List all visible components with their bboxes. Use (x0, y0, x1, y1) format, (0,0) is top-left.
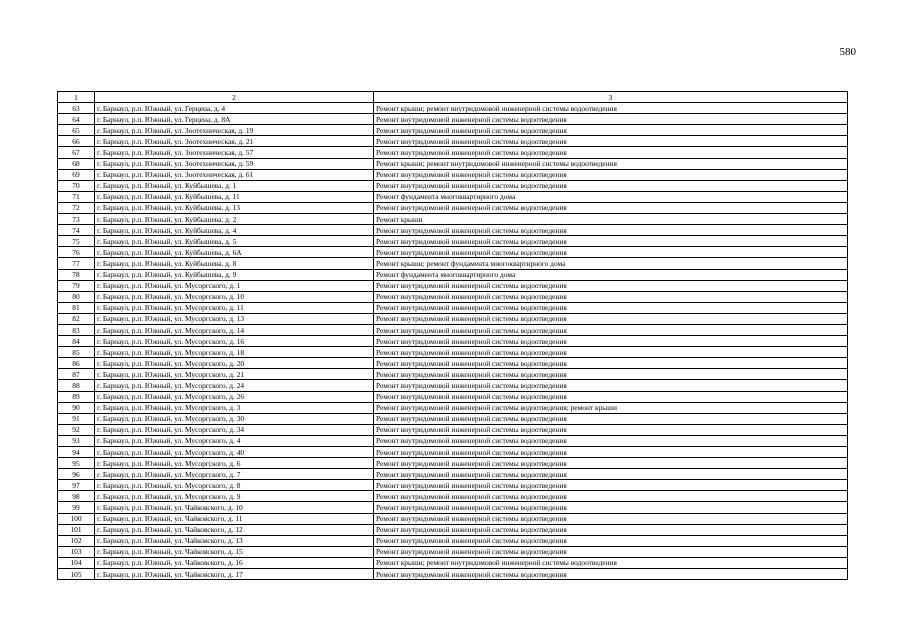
work-type-cell: Ремонт внутридомовой инженерной системы водоотведения (374, 225, 848, 236)
work-type-cell: Ремонт внутридомовой инженерной системы водоотведения (374, 502, 848, 513)
row-number-cell: 90 (58, 402, 95, 413)
table-row (58, 413, 848, 424)
table-row (58, 103, 848, 114)
address-cell: г. Барнаул, р.п. Южный, ул. Мусоргского, д. 10 (95, 291, 374, 302)
address-cell: г. Барнаул, р.п. Южный, ул. Чайковского, д. 17 (95, 569, 374, 580)
address-cell: г. Барнаул, р.п. Южный, ул. Зоотехническая, д. 57 (95, 147, 374, 158)
address-cell: г. Барнаул, р.п. Южный, ул. Куйбышева, д. 8 (95, 258, 374, 269)
table-row (58, 324, 848, 335)
row-number-cell: 92 (58, 424, 95, 435)
table-row (58, 391, 848, 402)
work-type-cell: Ремонт внутридомовой инженерной системы водоотведения (374, 413, 848, 424)
address-cell: г. Барнаул, р.п. Южный, ул. Мусоргского, д. 1 (95, 280, 374, 291)
column-header-address: 2 (95, 92, 374, 103)
table-row (58, 569, 848, 580)
row-number-cell: 99 (58, 502, 95, 513)
address-cell: г. Барнаул, р.п. Южный, ул. Куйбышева, д. 5 (95, 236, 374, 247)
address-cell: г. Барнаул, р.п. Южный, ул. Мусоргского, д. 24 (95, 380, 374, 391)
row-number-cell: 103 (58, 546, 95, 557)
work-type-cell: Ремонт внутридомовой инженерной системы водоотведения (374, 336, 848, 347)
table-row (58, 424, 848, 435)
address-cell: г. Барнаул, р.п. Южный, ул. Чайковского, д. 11 (95, 513, 374, 524)
table-row (58, 535, 848, 546)
table-row (58, 524, 848, 535)
table-row (58, 247, 848, 258)
table-row (58, 202, 848, 213)
work-type-cell: Ремонт внутридомовой инженерной системы водоотведения (374, 202, 848, 213)
row-number-cell: 78 (58, 269, 95, 280)
work-type-cell: Ремонт внутридомовой инженерной системы водоотведения (374, 236, 848, 247)
row-number-cell: 91 (58, 413, 95, 424)
work-type-cell: Ремонт внутридомовой инженерной системы водоотведения (374, 458, 848, 469)
work-type-cell: Ремонт внутридомовой инженерной системы водоотведения (374, 435, 848, 446)
row-number-cell: 70 (58, 180, 95, 191)
table-row (58, 369, 848, 380)
work-type-cell: Ремонт внутридомовой инженерной системы водоотведения (374, 491, 848, 502)
address-cell: г. Барнаул, р.п. Южный, ул. Мусоргского, д. 4 (95, 435, 374, 446)
address-cell: г. Барнаул, р.п. Южный, ул. Герцена, д. 8А (95, 114, 374, 125)
work-type-cell: Ремонт внутридомовой инженерной системы водоотведения (374, 391, 848, 402)
address-cell: г. Барнаул, р.п. Южный, ул. Мусоргского, д. 16 (95, 336, 374, 347)
address-cell: г. Барнаул, р.п. Южный, ул. Куйбышева, д. 1 (95, 180, 374, 191)
row-number-cell: 72 (58, 202, 95, 213)
address-cell: г. Барнаул, р.п. Южный, ул. Куйбышева, д. 13 (95, 202, 374, 213)
table-row (58, 169, 848, 180)
row-number-cell: 87 (58, 369, 95, 380)
table-row (58, 435, 848, 446)
row-number-cell: 76 (58, 247, 95, 258)
row-number-cell: 74 (58, 225, 95, 236)
table-row (58, 447, 848, 458)
address-cell: г. Барнаул, р.п. Южный, ул. Мусоргского, д. 3 (95, 402, 374, 413)
row-number-cell: 104 (58, 557, 95, 568)
row-number-cell: 68 (58, 158, 95, 169)
page-number: 580 (839, 46, 856, 58)
table-row (58, 158, 848, 169)
work-type-cell: Ремонт внутридомовой инженерной системы водоотведения (374, 247, 848, 258)
address-cell: г. Барнаул, р.п. Южный, ул. Зоотехническая, д. 19 (95, 125, 374, 136)
work-type-cell: Ремонт внутридомовой инженерной системы водоотведения (374, 546, 848, 557)
work-type-cell: Ремонт внутридомовой инженерной системы водоотведения (374, 469, 848, 480)
row-number-cell: 77 (58, 258, 95, 269)
row-number-cell: 84 (58, 336, 95, 347)
table-row (58, 147, 848, 158)
table-row (58, 269, 848, 280)
work-type-cell: Ремонт крыши (374, 214, 848, 225)
address-cell: г. Барнаул, р.п. Южный, ул. Мусоргского, д. 30 (95, 413, 374, 424)
row-number-cell: 82 (58, 313, 95, 324)
row-number-cell: 97 (58, 480, 95, 491)
row-number-cell: 86 (58, 358, 95, 369)
row-number-cell: 63 (58, 103, 95, 114)
work-type-cell: Ремонт внутридомовой инженерной системы водоотведения (374, 302, 848, 313)
table-row (58, 402, 848, 413)
address-cell: г. Барнаул, р.п. Южный, ул. Куйбышева, д. 2 (95, 214, 374, 225)
row-number-cell: 85 (58, 347, 95, 358)
table-row (58, 114, 848, 125)
table-row (58, 557, 848, 568)
row-number-cell: 88 (58, 380, 95, 391)
address-cell: г. Барнаул, р.п. Южный, ул. Мусоргского, д. 7 (95, 469, 374, 480)
row-number-cell: 105 (58, 569, 95, 580)
table-row (58, 480, 848, 491)
address-cell: г. Барнаул, р.п. Южный, ул. Чайковского, д. 12 (95, 524, 374, 535)
row-number-cell: 73 (58, 214, 95, 225)
address-cell: г. Барнаул, р.п. Южный, ул. Зоотехническая, д. 59 (95, 158, 374, 169)
row-number-cell: 66 (58, 136, 95, 147)
table-row (58, 491, 848, 502)
row-number-cell: 83 (58, 324, 95, 335)
work-type-cell: Ремонт фундамента многоквартирного дома (374, 191, 848, 202)
table-row (58, 469, 848, 480)
work-type-cell: Ремонт внутридомовой инженерной системы водоотведения (374, 180, 848, 191)
work-type-cell: Ремонт фундамента многоквартирного дома (374, 269, 848, 280)
work-type-cell: Ремонт внутридомовой инженерной системы водоотведения (374, 369, 848, 380)
work-type-cell: Ремонт внутридомовой инженерной системы водоотведения (374, 291, 848, 302)
work-type-cell: Ремонт крыши; ремонт внутридомовой инженерной системы водоотведения (374, 158, 848, 169)
column-header-work-type: 3 (374, 92, 848, 103)
address-cell: г. Барнаул, р.п. Южный, ул. Куйбышева, д. 6А (95, 247, 374, 258)
row-number-cell: 95 (58, 458, 95, 469)
address-cell: г. Барнаул, р.п. Южный, ул. Мусоргского, д. 11 (95, 302, 374, 313)
address-cell: г. Барнаул, р.п. Южный, ул. Мусоргского, д. 18 (95, 347, 374, 358)
column-header-number: 1 (58, 92, 95, 103)
table-row (58, 513, 848, 524)
work-type-cell: Ремонт внутридомовой инженерной системы водоотведения (374, 569, 848, 580)
address-cell: г. Барнаул, р.п. Южный, ул. Мусоргского, д. 20 (95, 358, 374, 369)
row-number-cell: 101 (58, 524, 95, 535)
table-row (58, 546, 848, 557)
work-type-cell: Ремонт внутридомовой инженерной системы водоотведения (374, 125, 848, 136)
table-row (58, 380, 848, 391)
work-type-cell: Ремонт внутридомовой инженерной системы водоотведения (374, 169, 848, 180)
table-row (58, 125, 848, 136)
table-row (58, 225, 848, 236)
table-row (58, 502, 848, 513)
row-number-cell: 102 (58, 535, 95, 546)
table-row (58, 291, 848, 302)
address-cell: г. Барнаул, р.п. Южный, ул. Мусоргского, д. 26 (95, 391, 374, 402)
work-type-cell: Ремонт внутридомовой инженерной системы водоотведения (374, 380, 848, 391)
table-row (58, 258, 848, 269)
address-cell: г. Барнаул, р.п. Южный, ул. Куйбышева, д. 9 (95, 269, 374, 280)
address-cell: г. Барнаул, р.п. Южный, ул. Мусоргского, д. 21 (95, 369, 374, 380)
work-type-cell: Ремонт внутридомовой инженерной системы водоотведения (374, 136, 848, 147)
row-number-cell: 98 (58, 491, 95, 502)
work-type-cell: Ремонт крыши; ремонт внутридомовой инженерной системы водоотведения (374, 103, 848, 114)
address-cell: г. Барнаул, р.п. Южный, ул. Мусоргского, д. 8 (95, 480, 374, 491)
table-row (58, 180, 848, 191)
table-row (58, 347, 848, 358)
row-number-cell: 65 (58, 125, 95, 136)
work-type-cell: Ремонт внутридомовой инженерной системы водоотведения (374, 513, 848, 524)
row-number-cell: 75 (58, 236, 95, 247)
address-cell: г. Барнаул, р.п. Южный, ул. Мусоргского, д. 34 (95, 424, 374, 435)
table-row (58, 302, 848, 313)
address-cell: г. Барнаул, р.п. Южный, ул. Чайковского, д. 16 (95, 557, 374, 568)
work-type-cell: Ремонт внутридомовой инженерной системы водоотведения (374, 313, 848, 324)
work-type-cell: Ремонт внутридомовой инженерной системы водоотведения (374, 114, 848, 125)
row-number-cell: 89 (58, 391, 95, 402)
work-type-cell: Ремонт внутридомовой инженерной системы водоотведения (374, 535, 848, 546)
address-cell: г. Барнаул, р.п. Южный, ул. Зоотехническая, д. 21 (95, 136, 374, 147)
row-number-cell: 69 (58, 169, 95, 180)
work-type-cell: Ремонт внутридомовой инженерной системы водоотведения (374, 424, 848, 435)
row-number-cell: 93 (58, 435, 95, 446)
address-cell: г. Барнаул, р.п. Южный, ул. Куйбышева, д. 4 (95, 225, 374, 236)
table-header-row (58, 92, 848, 103)
address-cell: г. Барнаул, р.п. Южный, ул. Мусоргского, д. 9 (95, 491, 374, 502)
address-cell: г. Барнаул, р.п. Южный, ул. Чайковского, д. 15 (95, 546, 374, 557)
table-row (58, 336, 848, 347)
table-row (58, 136, 848, 147)
row-number-cell: 80 (58, 291, 95, 302)
row-number-cell: 100 (58, 513, 95, 524)
table-row (58, 280, 848, 291)
row-number-cell: 94 (58, 447, 95, 458)
table-row (58, 191, 848, 202)
work-type-cell: Ремонт внутридомовой инженерной системы водоотведения (374, 447, 848, 458)
repair-registry-table (57, 91, 848, 580)
address-cell: г. Барнаул, р.п. Южный, ул. Зоотехническая, д. 61 (95, 169, 374, 180)
work-type-cell: Ремонт внутридомовой инженерной системы водоотведения (374, 480, 848, 491)
work-type-cell: Ремонт внутридомовой инженерной системы водоотведения (374, 524, 848, 535)
table-row (58, 313, 848, 324)
table-row (58, 214, 848, 225)
work-type-cell: Ремонт крыши; ремонт фундамента многоквартирного дома (374, 258, 848, 269)
table-row (58, 458, 848, 469)
work-type-cell: Ремонт внутридомовой инженерной системы водоотведения (374, 347, 848, 358)
table-row (58, 236, 848, 247)
table-body (58, 92, 848, 580)
row-number-cell: 96 (58, 469, 95, 480)
work-type-cell: Ремонт внутридомовой инженерной системы водоотведения; ремонт крыши (374, 402, 848, 413)
row-number-cell: 79 (58, 280, 95, 291)
work-type-cell: Ремонт внутридомовой инженерной системы водоотведения (374, 358, 848, 369)
address-cell: г. Барнаул, р.п. Южный, ул. Мусоргского, д. 40 (95, 447, 374, 458)
work-type-cell: Ремонт крыши; ремонт внутридомовой инженерной системы водоотведения (374, 557, 848, 568)
address-cell: г. Барнаул, р.п. Южный, ул. Чайковского, д. 13 (95, 535, 374, 546)
row-number-cell: 71 (58, 191, 95, 202)
row-number-cell: 67 (58, 147, 95, 158)
work-type-cell: Ремонт внутридомовой инженерной системы водоотведения (374, 147, 848, 158)
table-row (58, 358, 848, 369)
row-number-cell: 64 (58, 114, 95, 125)
address-cell: г. Барнаул, р.п. Южный, ул. Мусоргского, д. 13 (95, 313, 374, 324)
row-number-cell: 81 (58, 302, 95, 313)
work-type-cell: Ремонт внутридомовой инженерной системы водоотведения (374, 324, 848, 335)
address-cell: г. Барнаул, р.п. Южный, ул. Мусоргского, д. 14 (95, 324, 374, 335)
work-type-cell: Ремонт внутридомовой инженерной системы водоотведения (374, 280, 848, 291)
address-cell: г. Барнаул, р.п. Южный, ул. Чайковского, д. 10 (95, 502, 374, 513)
address-cell: г. Барнаул, р.п. Южный, ул. Мусоргского, д. 6 (95, 458, 374, 469)
address-cell: г. Барнаул, р.п. Южный, ул. Куйбышева, д. 11 (95, 191, 374, 202)
address-cell: г. Барнаул, р.п. Южный, ул. Герцена, д. 4 (95, 103, 374, 114)
